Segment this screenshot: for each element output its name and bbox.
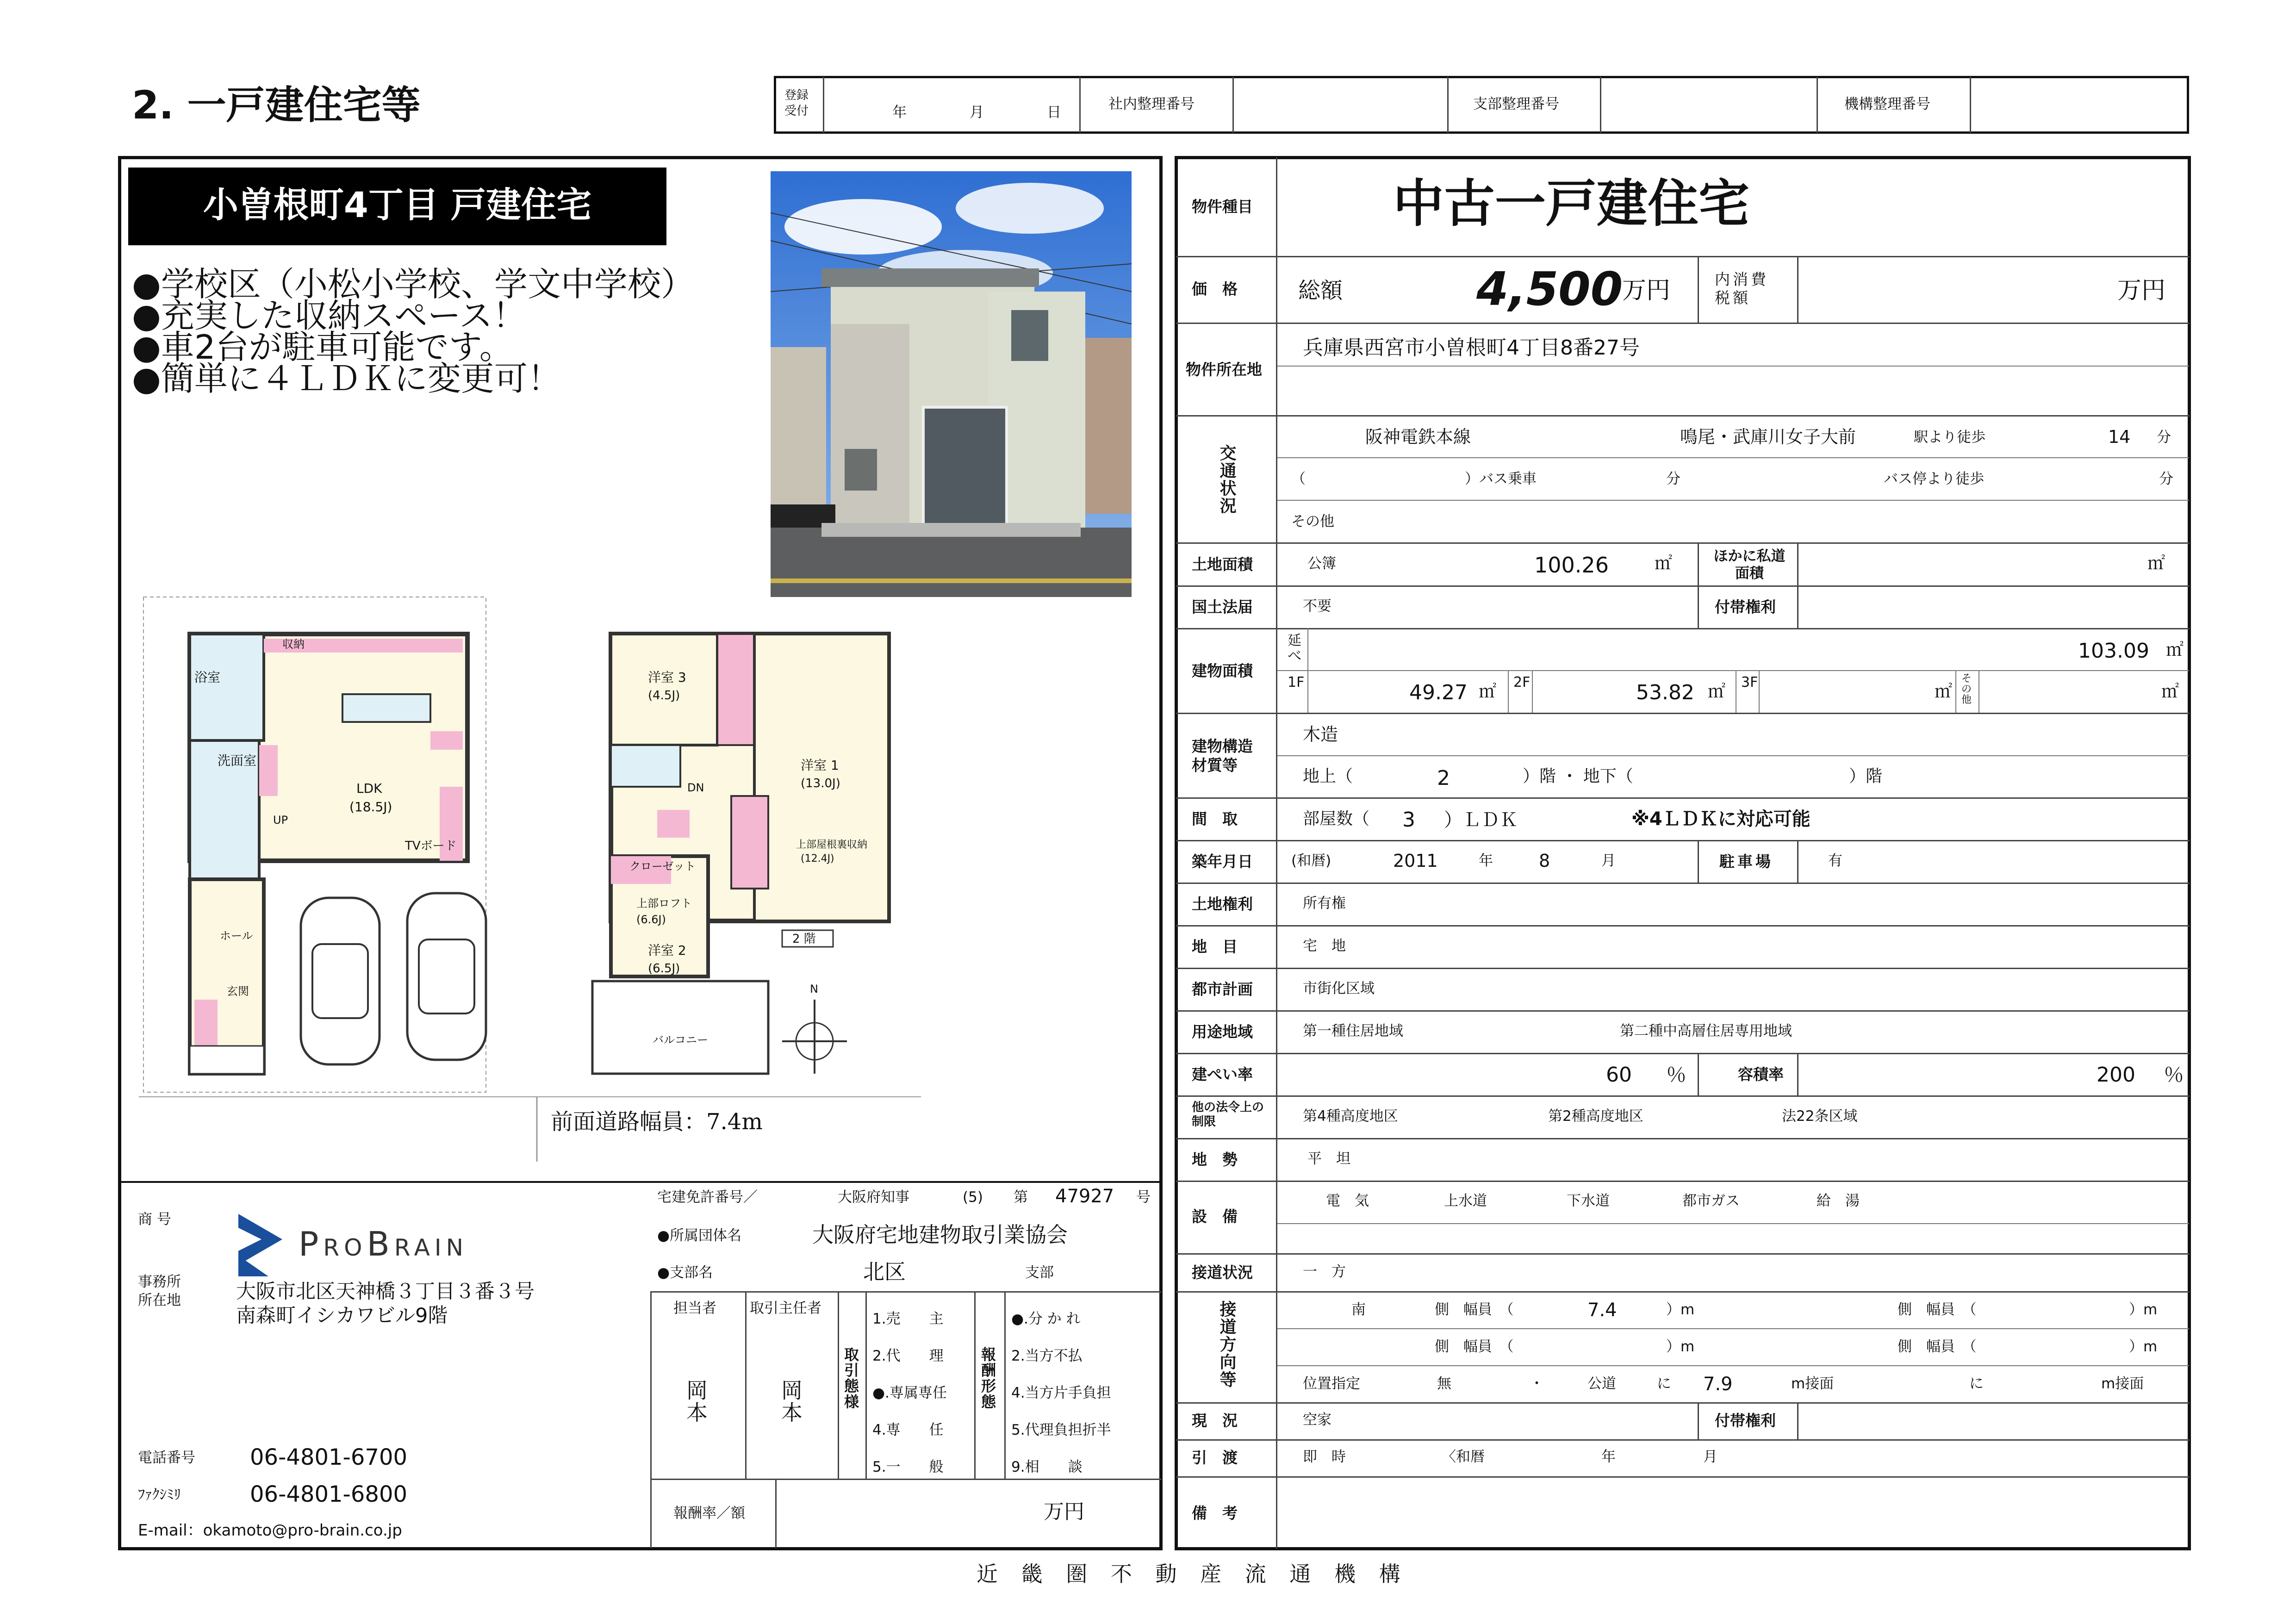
floor1-area: 49.27 xyxy=(1409,681,1468,704)
total-label: 総額 xyxy=(1298,278,1343,304)
terrain-label: 地 勢 xyxy=(1192,1150,1238,1169)
handover-month-unit: 月 xyxy=(1703,1449,1717,1465)
other-floor-label: その他 xyxy=(1961,673,1972,706)
fee-type-option: 4.当方片手負担 xyxy=(1011,1385,1111,1401)
row-divider xyxy=(1176,1476,2190,1478)
trade-mode-option: ●.専属専任 xyxy=(872,1385,947,1401)
agent-name: 岡本 xyxy=(778,1379,803,1424)
tax-unit: 万円 xyxy=(2117,277,2166,305)
divider xyxy=(650,1291,652,1548)
staff-name: 岡本 xyxy=(683,1379,708,1424)
second-road-ni: に xyxy=(1969,1375,1984,1392)
divider xyxy=(1970,77,1971,133)
up-label: UP xyxy=(273,814,288,827)
facility-electricity: 電 気 xyxy=(1326,1193,1369,1209)
facility-hot-water: 給 湯 xyxy=(1817,1193,1860,1209)
row-divider xyxy=(1176,797,2190,799)
hall-label: ホール xyxy=(220,929,253,942)
office-label: 事務所所在地 xyxy=(138,1274,181,1309)
bus-open: （ xyxy=(1291,471,1306,487)
bus-label: ）バス乗車 xyxy=(1465,471,1537,487)
designation-value: 無 xyxy=(1437,1375,1451,1392)
row-divider xyxy=(1176,323,2190,324)
facility-gas: 都市ガス xyxy=(1682,1193,1740,1209)
floor2-label: 2F xyxy=(1513,674,1531,690)
road-access-label: 接道状況 xyxy=(1192,1263,1253,1281)
row-divider xyxy=(1176,585,2190,587)
divider xyxy=(1004,1291,1006,1479)
notice-label: 国土法届 xyxy=(1192,598,1253,616)
bus-stop-walk-label: バス停より徒歩 xyxy=(1884,471,1984,487)
west3-label: 洋室 3 xyxy=(648,670,686,685)
floor1-label: 1F xyxy=(1288,674,1305,690)
handover-era: 〈和暦 xyxy=(1442,1449,1485,1465)
divider xyxy=(1797,840,1798,883)
fee-type-list xyxy=(1011,1300,1111,1486)
floor-plan xyxy=(134,592,935,1166)
public-road-value: 公道 xyxy=(1587,1375,1616,1392)
notice-value: 不要 xyxy=(1303,598,1332,615)
structure-value: 木造 xyxy=(1303,724,1338,745)
road4-width-unit: ）m xyxy=(2129,1338,2158,1355)
divider xyxy=(823,77,824,133)
address-line-2: 南森町イシカワビル9階 xyxy=(236,1304,448,1327)
company-logo-text: ProBrain xyxy=(299,1225,468,1263)
row-divider xyxy=(1176,1253,2190,1255)
row-divider xyxy=(1277,366,2189,367)
trade-mode-option: 2.代 理 xyxy=(872,1348,944,1364)
branch-suffix: 支部 xyxy=(1025,1264,1054,1281)
bus-walk-minute-unit: 分 xyxy=(2159,471,2173,487)
floor3-label: 3F xyxy=(1741,674,1758,690)
fax-label: ﾌｧｸｼﾐﾘ xyxy=(138,1486,181,1503)
divider xyxy=(974,1291,976,1479)
walk-label: 駅より徒歩 xyxy=(1914,429,1985,446)
row-divider xyxy=(1176,1095,2190,1097)
row-divider xyxy=(1277,1365,2189,1366)
divider xyxy=(838,1291,839,1479)
land-category-label: 地 目 xyxy=(1192,938,1238,956)
coverage-ratio-unit: ％ xyxy=(1666,1063,1686,1087)
north-label: N xyxy=(810,983,818,995)
transport-label: 交通状況 xyxy=(1217,444,1236,515)
rights2-label: 付帯権利 xyxy=(1715,1412,1776,1430)
license-label: 宅建免許番号／ xyxy=(657,1189,758,1206)
row-divider xyxy=(1176,968,2190,969)
ldk-value: ）ＬＤＫ xyxy=(1444,809,1518,831)
above-ground-floors: 2 xyxy=(1437,766,1450,790)
road3-side-label: 側 幅員 （ xyxy=(1435,1338,1514,1355)
divider xyxy=(1698,1402,1699,1439)
association-label: ●所属団体名 xyxy=(657,1227,742,1244)
second-frontage-unit: m接面 xyxy=(2101,1375,2144,1392)
road2-width-unit: ）m xyxy=(2129,1301,2158,1318)
parking-label: 駐車場 xyxy=(1719,852,1773,871)
floor2-area: 53.82 xyxy=(1636,681,1694,704)
row-divider xyxy=(1277,457,2189,458)
floor-area-ratio-label: 容積率 xyxy=(1738,1065,1784,1083)
section-title: 2. 一戸建住宅等 xyxy=(132,82,421,128)
row-divider xyxy=(1176,415,2190,417)
divider xyxy=(1797,542,1798,628)
ldk-size: (18.5J) xyxy=(349,799,392,815)
phone-label: 電話番号 xyxy=(138,1449,195,1466)
row-divider xyxy=(1176,713,2190,714)
divider xyxy=(1600,77,1601,133)
row-divider xyxy=(1176,1053,2190,1054)
city-plan-value: 市街化区域 xyxy=(1303,980,1375,997)
built-date-label: 築年月日 xyxy=(1192,852,1253,871)
land-category-value: 宅 地 xyxy=(1303,938,1346,954)
floor-area-ratio-unit: ％ xyxy=(2164,1063,2184,1087)
status-value: 空家 xyxy=(1303,1412,1332,1428)
total-floor-area: 103.09 xyxy=(2078,639,2149,663)
bus-minute-unit: 分 xyxy=(1666,471,1680,487)
row-divider xyxy=(1176,1291,2190,1293)
location-label: 物件所在地 xyxy=(1186,361,1262,379)
attic-size: (12.4J) xyxy=(801,853,834,864)
rooms-count: 3 xyxy=(1402,808,1415,832)
road-direction-value: 南 xyxy=(1351,1301,1366,1318)
road-access-value: 一 方 xyxy=(1303,1263,1346,1280)
floor3-unit: ㎡ xyxy=(1935,681,1953,702)
features-list xyxy=(132,265,780,398)
row-divider xyxy=(1277,1328,2189,1329)
facility-water: 上水道 xyxy=(1444,1193,1487,1209)
row-divider xyxy=(1176,628,2190,629)
road-side-label: 側 幅員 （ xyxy=(1435,1301,1514,1318)
basement-end: ）階 xyxy=(1849,767,1883,786)
divider xyxy=(1698,840,1699,883)
structure-label: 建物構造材質等 xyxy=(1192,737,1253,775)
minute-unit: 分 xyxy=(2157,429,2171,446)
property-type-label: 物件種目 xyxy=(1192,198,1253,216)
fee-unit: 万円 xyxy=(1044,1500,1084,1524)
status-label: 現 況 xyxy=(1192,1412,1238,1430)
row-divider xyxy=(1176,1439,2190,1441)
entrance-label: 玄関 xyxy=(227,985,249,998)
fee-type-option: 2.当方不払 xyxy=(1011,1348,1083,1364)
remarks-label: 備 考 xyxy=(1192,1504,1238,1522)
company-divider xyxy=(119,1181,1161,1183)
association-name: 大阪府宅地建物取引業協会 xyxy=(812,1222,1068,1247)
address-line-1: 大阪市北区天神橋３丁目３番３号 xyxy=(236,1280,535,1303)
built-year: 2011 xyxy=(1393,851,1438,871)
divider xyxy=(1797,256,1798,323)
other-transport-label: その他 xyxy=(1291,513,1334,530)
ldk-label: LDK xyxy=(356,781,382,796)
train-line: 阪神電鉄本線 xyxy=(1365,427,1471,447)
property-type: 中古一戸建住宅 xyxy=(1393,174,1749,233)
land-kind: 公簿 xyxy=(1307,555,1336,572)
designation-dot: ・ xyxy=(1530,1375,1544,1392)
divider xyxy=(1698,1053,1699,1095)
private-road-unit: ㎡ xyxy=(2147,553,2165,573)
bath-label: 浴室 xyxy=(194,670,221,685)
above-ground-label: 地上（ xyxy=(1303,767,1353,786)
divider xyxy=(1079,77,1081,133)
road-width-unit: ）m xyxy=(1666,1301,1695,1318)
west1-size: (13.0J) xyxy=(801,777,840,790)
fax-number: 06-4801-6800 xyxy=(250,1481,408,1507)
west2-label: 洋室 2 xyxy=(648,943,686,958)
trade-mode-option: 1.売 主 xyxy=(872,1311,944,1327)
road-direction-label: 接道方向等 xyxy=(1217,1300,1236,1388)
fee-type-option: 5.代理負担折半 xyxy=(1011,1422,1111,1438)
building-area-label: 建物面積 xyxy=(1192,662,1253,680)
tax-label: 内消費税額 xyxy=(1715,270,1769,307)
floor-area-ratio-value: 200 xyxy=(2097,1063,2135,1087)
divider xyxy=(1532,670,1533,713)
agent-label: 取引主任者 xyxy=(750,1300,821,1317)
row-divider xyxy=(1176,883,2190,884)
license-governor: 大阪府知事 xyxy=(838,1189,909,1206)
trade-mode-option: 4.専 任 xyxy=(872,1422,944,1438)
land-area-value: 100.26 xyxy=(1534,553,1609,578)
road-width-value: 7.4 xyxy=(1587,1300,1617,1321)
row-divider xyxy=(1176,840,2190,841)
city-plan-label: 都市計画 xyxy=(1192,980,1253,998)
floor-plan-drawing xyxy=(134,592,935,1166)
loft-label: 上部ロフト xyxy=(636,897,692,910)
year-unit: 年 xyxy=(1479,852,1493,869)
branch-number-label: 支部整理番号 xyxy=(1473,96,1559,112)
land-right-value: 所有権 xyxy=(1303,895,1346,912)
balcony-label: バルコニー xyxy=(653,1033,708,1046)
company-number-label: 社内整理番号 xyxy=(1108,96,1195,112)
layout-label: 間 取 xyxy=(1192,810,1238,828)
month-unit: 月 xyxy=(1601,852,1616,869)
restriction-1: 第4種高度地区 xyxy=(1303,1108,1398,1125)
branch-name: 北区 xyxy=(863,1259,906,1284)
reg-year-label: 年 xyxy=(892,104,907,121)
divider xyxy=(865,1291,867,1479)
row-divider xyxy=(1176,1010,2190,1012)
facilities-label: 設 備 xyxy=(1192,1207,1238,1225)
staff-label: 担当者 xyxy=(673,1300,716,1317)
fee-type-option: ●.分 か れ xyxy=(1011,1311,1081,1327)
price-label: 価 格 xyxy=(1192,280,1238,298)
divider xyxy=(1955,670,1956,713)
road3-width-unit: ）m xyxy=(1666,1338,1695,1355)
divider xyxy=(745,1291,747,1479)
washroom-label: 洗面室 xyxy=(218,753,257,768)
reg-day-label: 日 xyxy=(1047,104,1061,121)
row-divider xyxy=(1277,670,2189,671)
footer-org: 近 畿 圏 不 動 産 流 通 機 構 xyxy=(977,1561,1409,1586)
row-divider xyxy=(1277,755,2189,756)
built-month: 8 xyxy=(1539,851,1550,871)
rights-label: 付帯権利 xyxy=(1715,598,1776,616)
land-right-label: 土地権利 xyxy=(1192,895,1253,913)
divider xyxy=(1232,77,1234,133)
private-road-label: ほかに私道面積 xyxy=(1713,548,1786,582)
restriction-3: 法22条区域 xyxy=(1782,1108,1858,1125)
fee-type-label: 報酬形態 xyxy=(979,1347,996,1410)
property-location: 兵庫県西宮市小曽根町4丁目8番27号 xyxy=(1303,336,1640,360)
row-divider xyxy=(1176,1402,2190,1404)
divider xyxy=(1759,670,1760,713)
fee-type-option: 9.相 談 xyxy=(1011,1459,1083,1475)
zoning-primary: 第一種住居地域 xyxy=(1303,1023,1403,1039)
reg-month-label: 月 xyxy=(970,104,984,121)
restrictions-label: 他の法令上の制限 xyxy=(1192,1101,1264,1129)
divider xyxy=(1797,1402,1798,1439)
designation-label: 位置指定 xyxy=(1303,1375,1360,1392)
divider xyxy=(1508,670,1509,713)
station-name: 鳴尾・武庫川女子大前 xyxy=(1680,427,1856,447)
restriction-2: 第2種高度地区 xyxy=(1548,1108,1643,1125)
attic-label: 上部屋根裏収納 xyxy=(796,839,868,851)
row-divider xyxy=(1176,256,2190,257)
zoning-label: 用途地域 xyxy=(1192,1023,1253,1041)
divider xyxy=(1447,77,1449,133)
parking-value: 有 xyxy=(1828,852,1842,869)
total-floor-label: 延べ xyxy=(1288,633,1301,664)
probrain-logo xyxy=(236,1212,292,1281)
probrain-logo-icon xyxy=(236,1212,292,1281)
divider xyxy=(1307,628,1308,713)
facility-sewer: 下水道 xyxy=(1567,1193,1610,1209)
license-number: 47927 xyxy=(1055,1186,1114,1207)
license-round: (5) xyxy=(963,1189,983,1206)
dn-label: DN xyxy=(687,781,704,794)
west2-size: (6.5J) xyxy=(648,962,680,976)
divider xyxy=(1817,77,1818,133)
branch-label: ●支部名 xyxy=(657,1264,713,1281)
floor2-unit: ㎡ xyxy=(1708,681,1726,702)
row-divider xyxy=(1176,1181,2190,1182)
walk-minutes: 14 xyxy=(2108,427,2131,447)
floor1-unit: ㎡ xyxy=(1479,681,1497,702)
era-label: (和暦) xyxy=(1291,852,1332,869)
house-photo-image xyxy=(771,171,1132,597)
total-floor-unit: ㎡ xyxy=(2166,640,2184,660)
coverage-ratio-label: 建ぺい率 xyxy=(1192,1065,1253,1083)
coverage-ratio-value: 60 xyxy=(1606,1063,1632,1087)
house-photo xyxy=(771,171,1132,597)
listing-title: 小曽根町4丁目 戸建住宅 xyxy=(203,184,592,225)
road-width-label: 前面道路幅員：7.4m xyxy=(551,1109,763,1135)
row-divider xyxy=(1176,542,2190,544)
public-road-ni: に xyxy=(1657,1375,1671,1392)
zoning-secondary: 第二種中高層住居専用地域 xyxy=(1620,1023,1792,1039)
divider xyxy=(1698,256,1699,323)
land-area-unit: ㎡ xyxy=(1655,553,1673,573)
license-dai: 第 xyxy=(1014,1189,1028,1206)
frontage-unit: m接面 xyxy=(1791,1375,1834,1392)
loft-size: (6.6J) xyxy=(636,913,666,926)
trade-mode-label: 取引態様 xyxy=(842,1347,859,1410)
trade-mode-list xyxy=(872,1300,947,1486)
price-unit: 万円 xyxy=(1622,277,1671,305)
layout-note: ※4ＬＤＫに対応可能 xyxy=(1631,808,1811,830)
row-divider xyxy=(1176,925,2190,927)
divider xyxy=(1797,1053,1798,1095)
registration-label: 登録受付 xyxy=(784,88,809,118)
west3-size: (4.5J) xyxy=(648,689,680,703)
road2-side-label: 側 幅員 （ xyxy=(1898,1301,1977,1318)
org-number-label: 機構整理番号 xyxy=(1844,96,1930,112)
divider xyxy=(775,1479,777,1548)
trade-mode-option: 5.一 般 xyxy=(872,1459,944,1475)
tv-board-label: TVボード xyxy=(405,839,457,853)
row-divider xyxy=(1176,1138,2190,1139)
divider xyxy=(1698,542,1699,628)
handover-label: 引 渡 xyxy=(1192,1449,1238,1467)
price-value: 4,500 xyxy=(1476,262,1623,316)
road4-side-label: 側 幅員 （ xyxy=(1898,1338,1977,1355)
trade-name-label: 商 号 xyxy=(138,1211,171,1228)
fee-rate-label: 報酬率／額 xyxy=(673,1505,745,1522)
divider xyxy=(650,1291,1161,1293)
row-divider xyxy=(1277,500,2189,501)
rooms-label: 部屋数（ xyxy=(1303,809,1370,828)
handover-year-unit: 年 xyxy=(1601,1449,1616,1465)
feature-item: ●車2台が駐車可能です。 xyxy=(132,328,513,367)
terrain-value: 平 坦 xyxy=(1307,1150,1350,1167)
other-floor-unit: ㎡ xyxy=(2161,681,2179,702)
handover-value: 即 時 xyxy=(1303,1449,1346,1465)
feature-item: ●学校区（小松小学校、学文中学校） xyxy=(132,265,694,304)
floors-separator: ）階 ・ 地下（ xyxy=(1523,767,1633,786)
phone-number: 06-4801-6700 xyxy=(250,1444,408,1470)
email-address[interactable]: E-mail：okamoto@pro-brain.co.jp xyxy=(138,1521,402,1540)
west1-label: 洋室 1 xyxy=(801,758,839,773)
feature-item: ●簡単に４ＬＤＫに変更可！ xyxy=(132,359,561,398)
license-go: 号 xyxy=(1136,1189,1151,1206)
closet-label: クローゼット xyxy=(629,860,696,873)
land-area-label: 土地面積 xyxy=(1192,555,1253,573)
feature-item: ●充実した収納スペース！ xyxy=(132,296,526,335)
storage-label: 収納 xyxy=(282,638,305,651)
row-divider xyxy=(1277,1223,2189,1224)
frontage-value: 7.9 xyxy=(1703,1374,1733,1395)
floor2-label: 2 階 xyxy=(792,932,816,946)
